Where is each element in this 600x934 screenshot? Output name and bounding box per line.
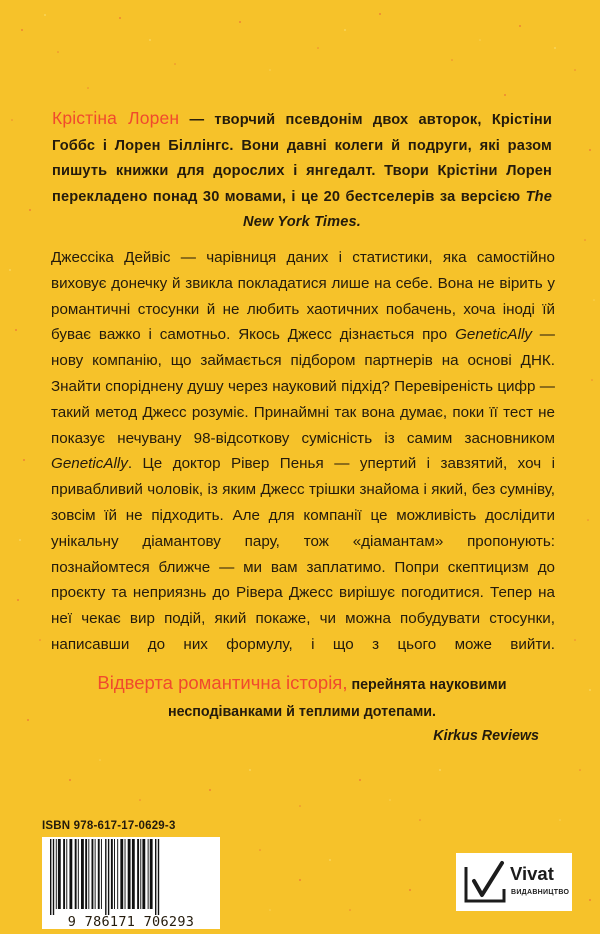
review-quote [52, 669, 552, 726]
barcode-bars [42, 837, 220, 915]
author-bio-text: — творчий псевдонім двох авторок, Крістіни Гоббс і Лорен Біллінгс. Вони давні колеги й подруги, які разом пишуть книжки для дорослих і янгедалт. Твори Крістіни Лорен перекладено понад 30 мовами, і це 20 бестселерів за версією [52, 112, 552, 205]
barcode-bar [150, 839, 153, 909]
barcode-bar [88, 839, 89, 909]
review-quote-rest: перейнята науковими несподіванками й теплими дотепами. [167, 677, 507, 720]
barcode-bar [63, 839, 65, 909]
barcode-bar [95, 839, 96, 909]
barcode-bar [148, 839, 149, 909]
company-name: GeneticAlly [455, 326, 532, 344]
barcode-bar [132, 839, 135, 909]
barcode-bar [81, 839, 84, 909]
synopsis-part-1: Джессіка Дейвіс — чарівниця даних і статистики, яка самостійно виховує донечку й звикла покладатися лише на себе. Вона не вірить у романтичні стосунки й не любить хаотичних побачень, хоча іноді їй буває важко і самотньо. Якось Джесс дізнається про [51, 249, 555, 344]
barcode-bar [66, 839, 67, 909]
barcode-bar [108, 839, 109, 915]
barcode-bar [78, 839, 79, 909]
barcode-bar [114, 839, 115, 909]
publisher-name: Vivat [510, 863, 554, 884]
barcode-bar [111, 839, 113, 909]
barcode-bar [142, 839, 145, 909]
barcode-bar [69, 839, 72, 909]
barcode-bar [85, 839, 87, 909]
book-synopsis [51, 245, 555, 658]
publisher-logo-mark [462, 859, 508, 905]
barcode-bar [155, 839, 156, 915]
barcode-bar [137, 839, 139, 909]
barcode-bar [53, 839, 54, 915]
publisher-logo [458, 855, 570, 909]
barcode-bar [92, 839, 94, 909]
barcode-bar [105, 839, 106, 915]
barcode-bar [120, 839, 123, 909]
review-source: Kirkus Reviews [433, 728, 539, 744]
barcode [42, 837, 220, 915]
barcode-bar [117, 839, 118, 909]
barcode-bar [101, 839, 102, 909]
barcode-bar [158, 839, 159, 915]
barcode-bar [75, 839, 77, 909]
company-name: GeneticAlly [51, 455, 128, 473]
author-name: Крістіна Лорен [52, 108, 180, 128]
synopsis-part-2: — нову компанію, що займається підбором партнерів на основі ДНК. Знайти споріднену душу через науковий підхід? Перевіреність цифр — такий метод Джесс розуміє. Принаймні так вона думає, поки її тест не показує нечувану 98-відсоткову сумісність із самим засновником [51, 326, 555, 447]
barcode-digits: 9 786171 706293 [42, 915, 220, 929]
barcode-bar [128, 839, 131, 909]
barcode-bar [125, 839, 126, 909]
publisher-subtitle: ВИДАВНИЦТВО [511, 889, 570, 896]
barcode-bar [50, 839, 51, 915]
barcode-bar [98, 839, 100, 909]
barcode-bar [140, 839, 141, 909]
barcode-bar [56, 839, 57, 909]
author-bio [52, 106, 552, 236]
synopsis-part-3: . Це доктор Рівер Пенья — упертий і завзятий, хоч і привабливий чоловік, із яким Джесс трішки знайома і який, без сумніву, зовсім їй не підходить. Але для компанії це можливість дослідити унікальну діамантову пару, тож «діамантам» пропонують: познайомтеся ближче — ми вам заплатимо. Попри скептицизм до проєкту та неприязнь до Рівера Джесс вирішує погодитися. Тепер на неї чекає вир подій, який покаже, чи можна побудувати стосунки, написавши до них формулу, і що з цього може вийти. [51, 455, 555, 653]
isbn-label: ISBN 978-617-17-0629-3 [42, 820, 176, 832]
newspaper-title: The New York Times. [243, 188, 552, 231]
barcode-block [42, 820, 232, 930]
barcode-bar [58, 839, 61, 909]
review-quote-lead: Відверта романтична історія, [97, 672, 348, 693]
